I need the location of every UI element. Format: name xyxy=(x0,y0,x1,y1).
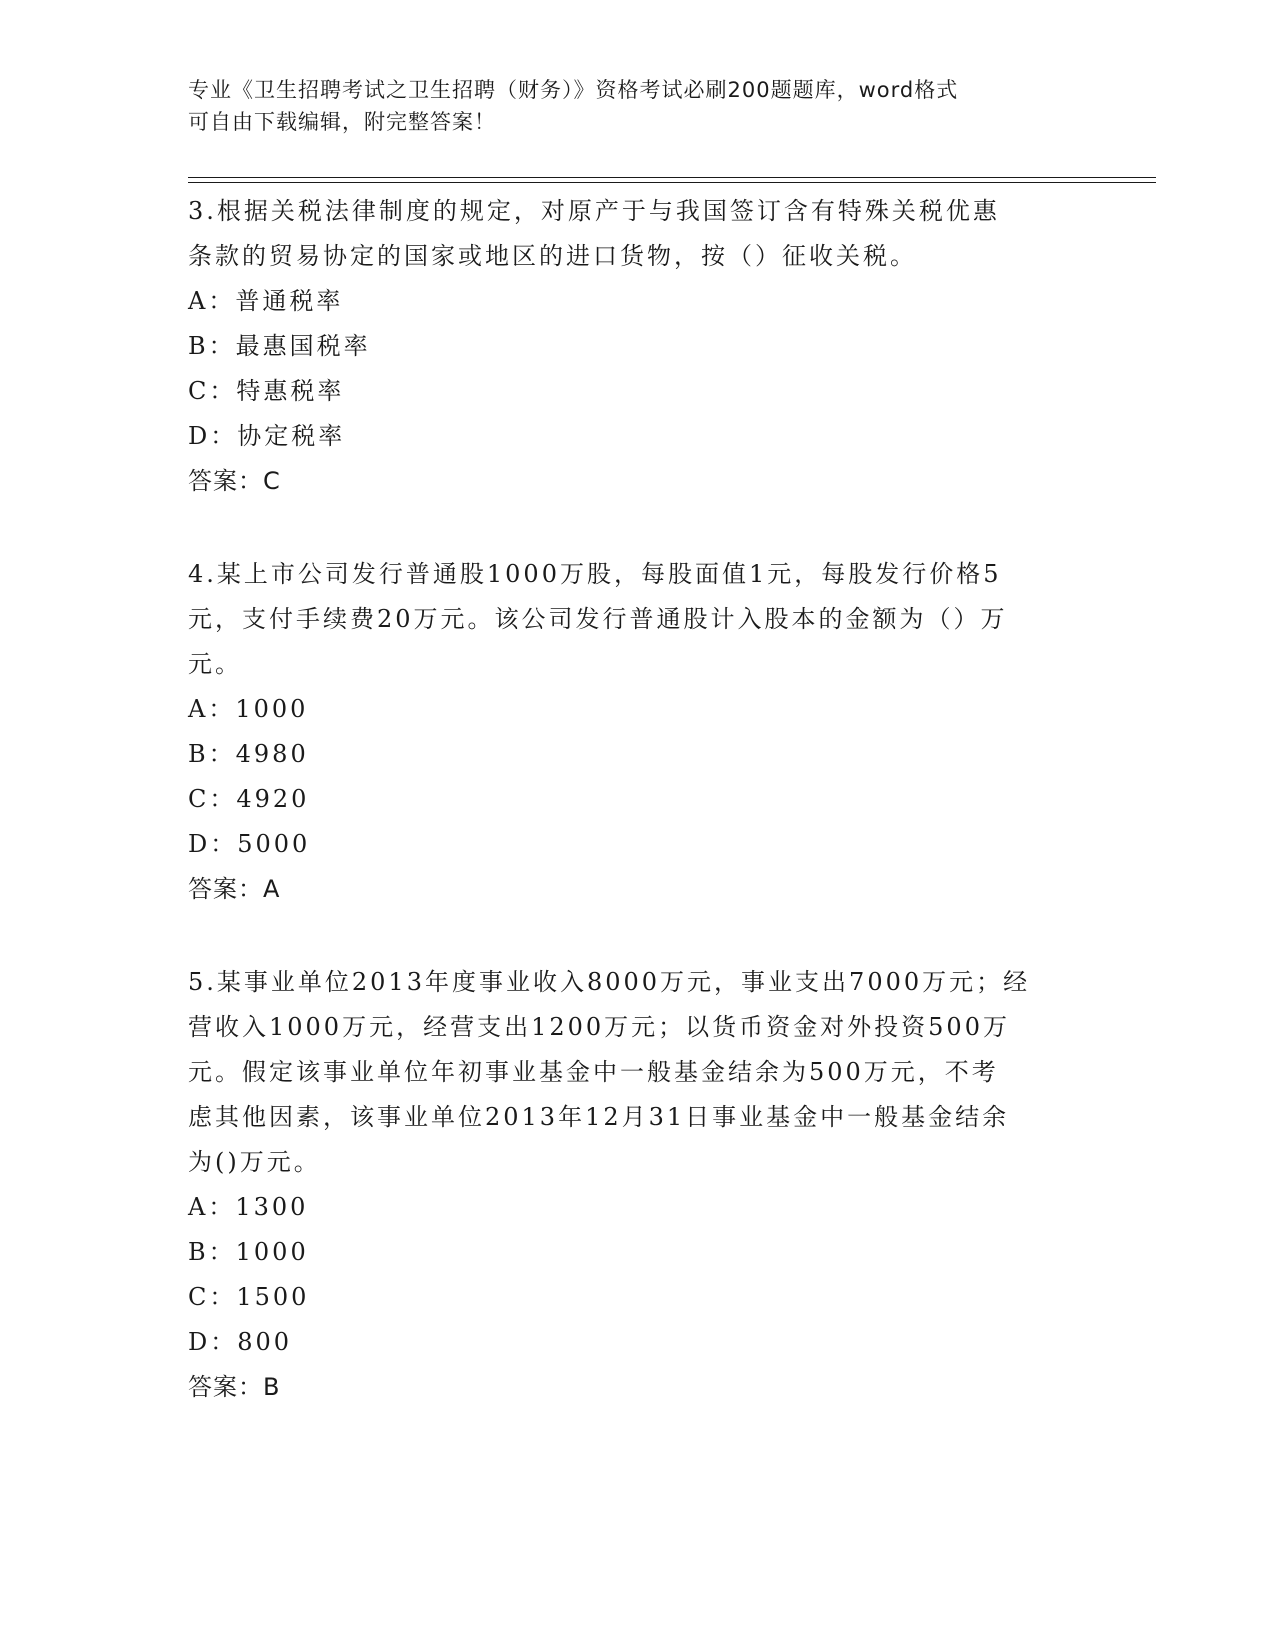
stem-line: 3.根据关税法律制度的规定，对原产于与我国签订含有特殊关税优惠 xyxy=(188,197,1000,225)
option-c: C：特惠税率 xyxy=(188,377,345,405)
header-divider-top xyxy=(188,177,1156,178)
question-3 xyxy=(188,189,1088,504)
option-b: B：4980 xyxy=(188,740,309,768)
stem-line: 元。假定该事业单位年初事业基金中一般基金结余为500万元，不考 xyxy=(188,1058,999,1086)
header-line-2: 可自由下载编辑，附完整答案！ xyxy=(188,110,496,134)
option-d: D：5000 xyxy=(188,830,311,858)
stem-line: 为()万元。 xyxy=(188,1148,321,1176)
answer-label: 答案：A xyxy=(188,875,281,903)
header-line-1: 专业《卫生招聘考试之卫生招聘（财务）》资格考试必刷200题题库，word格式 xyxy=(188,78,959,102)
option-c: C：1500 xyxy=(188,1283,310,1311)
answer-label: 答案：C xyxy=(188,467,281,495)
option-a: A：普通税率 xyxy=(188,287,344,315)
option-d: D：800 xyxy=(188,1328,293,1356)
document-header-note xyxy=(188,74,1088,138)
stem-line: 元。 xyxy=(188,650,242,678)
option-c: C：4920 xyxy=(188,785,310,813)
stem-line: 营收入1000万元，经营支出1200万元；以货币资金对外投资500万 xyxy=(188,1013,1010,1041)
stem-line: 条款的贸易协定的国家或地区的进口货物，按（）征收关税。 xyxy=(188,242,917,270)
option-b: B：最惠国税率 xyxy=(188,332,371,360)
option-d: D：协定税率 xyxy=(188,422,346,450)
question-stem xyxy=(188,189,1088,279)
question-4 xyxy=(188,552,1088,912)
stem-line: 元，支付手续费20万元。该公司发行普通股计入股本的金额为（）万 xyxy=(188,605,1008,633)
option-a: A：1300 xyxy=(188,1193,309,1221)
option-b: B：1000 xyxy=(188,1238,309,1266)
stem-line: 5.某事业单位2013年度事业收入8000万元，事业支出7000万元；经 xyxy=(188,968,1031,996)
answer-label: 答案：B xyxy=(188,1373,281,1401)
stem-line: 虑其他因素，该事业单位2013年12月31日事业基金中一般基金结余 xyxy=(188,1103,1010,1131)
option-a: A：1000 xyxy=(188,695,309,723)
question-stem xyxy=(188,960,1088,1185)
stem-line: 4.某上市公司发行普通股1000万股，每股面值1元，每股发行价格5 xyxy=(188,560,1002,588)
header-divider-bottom xyxy=(188,182,1156,183)
question-5 xyxy=(188,960,1088,1410)
question-stem xyxy=(188,552,1088,687)
